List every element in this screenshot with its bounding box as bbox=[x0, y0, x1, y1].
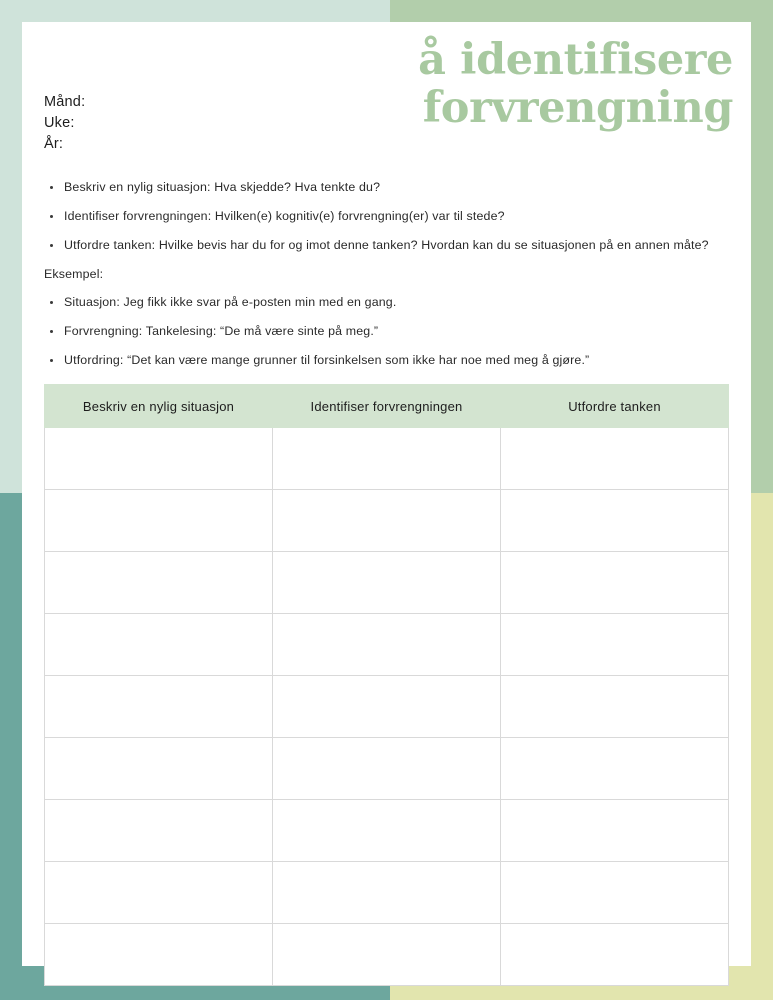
worksheet-table-wrapper bbox=[44, 384, 729, 986]
year-field-label: År: bbox=[44, 136, 64, 152]
table-cell[interactable] bbox=[501, 676, 729, 738]
table-cell[interactable] bbox=[45, 614, 273, 676]
table-cell[interactable] bbox=[273, 862, 501, 924]
table-header-row bbox=[45, 385, 729, 428]
table-cell[interactable] bbox=[273, 924, 501, 986]
list-item: Utfordre tanken: Hvilke bevis har du for og imot denne tanken? Hvordan kan du se situasjonen på en annen måte? bbox=[44, 236, 727, 255]
example-heading: Eksempel: bbox=[44, 267, 104, 281]
table-head bbox=[45, 385, 729, 428]
table-cell[interactable] bbox=[501, 552, 729, 614]
table-cell[interactable] bbox=[45, 800, 273, 862]
worksheet-sheet bbox=[22, 22, 751, 966]
table-cell[interactable] bbox=[501, 614, 729, 676]
table-cell[interactable] bbox=[45, 924, 273, 986]
table-row bbox=[45, 428, 729, 490]
table-row bbox=[45, 924, 729, 986]
table-body bbox=[45, 428, 729, 986]
column-header-challenge: Utfordre tanken bbox=[501, 385, 729, 428]
table-cell[interactable] bbox=[501, 924, 729, 986]
instructions-section bbox=[22, 178, 751, 370]
month-field-label: Månd: bbox=[44, 94, 86, 110]
steps-list bbox=[44, 178, 727, 255]
table-cell[interactable] bbox=[45, 738, 273, 800]
page-title: å identifisere forvrengning bbox=[418, 35, 733, 133]
date-fields bbox=[44, 92, 85, 155]
table-cell[interactable] bbox=[273, 490, 501, 552]
worksheet-table bbox=[44, 384, 729, 986]
table-cell[interactable] bbox=[45, 428, 273, 490]
list-item: Forvrengning: Tankelesing: “De må være sinte på meg.” bbox=[44, 322, 727, 341]
worksheet-header bbox=[22, 22, 751, 162]
table-cell[interactable] bbox=[273, 800, 501, 862]
table-cell[interactable] bbox=[45, 552, 273, 614]
list-item: Identifiser forvrengningen: Hvilken(e) kognitiv(e) forvrengning(er) var til stede? bbox=[44, 207, 727, 226]
table-row bbox=[45, 552, 729, 614]
table-cell[interactable] bbox=[501, 800, 729, 862]
table-cell[interactable] bbox=[273, 552, 501, 614]
table-cell[interactable] bbox=[501, 428, 729, 490]
table-cell[interactable] bbox=[273, 676, 501, 738]
table-cell[interactable] bbox=[273, 428, 501, 490]
table-row bbox=[45, 614, 729, 676]
table-cell[interactable] bbox=[501, 738, 729, 800]
table-cell[interactable] bbox=[273, 738, 501, 800]
column-header-situation: Beskriv en nylig situasjon bbox=[45, 385, 273, 428]
week-field-label: Uke: bbox=[44, 115, 75, 131]
table-row bbox=[45, 738, 729, 800]
table-cell[interactable] bbox=[501, 862, 729, 924]
table-cell[interactable] bbox=[45, 490, 273, 552]
list-item: Utfordring: “Det kan være mange grunner til forsinkelsen som ikke har noe med meg å gjøre.” bbox=[44, 351, 727, 370]
table-cell[interactable] bbox=[45, 862, 273, 924]
table-row bbox=[45, 800, 729, 862]
table-cell[interactable] bbox=[501, 490, 729, 552]
examples-list bbox=[44, 293, 727, 370]
table-row bbox=[45, 676, 729, 738]
table-cell[interactable] bbox=[273, 614, 501, 676]
list-item: Situasjon: Jeg fikk ikke svar på e-posten min med en gang. bbox=[44, 293, 727, 312]
list-item: Beskriv en nylig situasjon: Hva skjedde? Hva tenkte du? bbox=[44, 178, 727, 197]
column-header-distortion: Identifiser forvrengningen bbox=[273, 385, 501, 428]
table-row bbox=[45, 490, 729, 552]
table-cell[interactable] bbox=[45, 676, 273, 738]
table-row bbox=[45, 862, 729, 924]
